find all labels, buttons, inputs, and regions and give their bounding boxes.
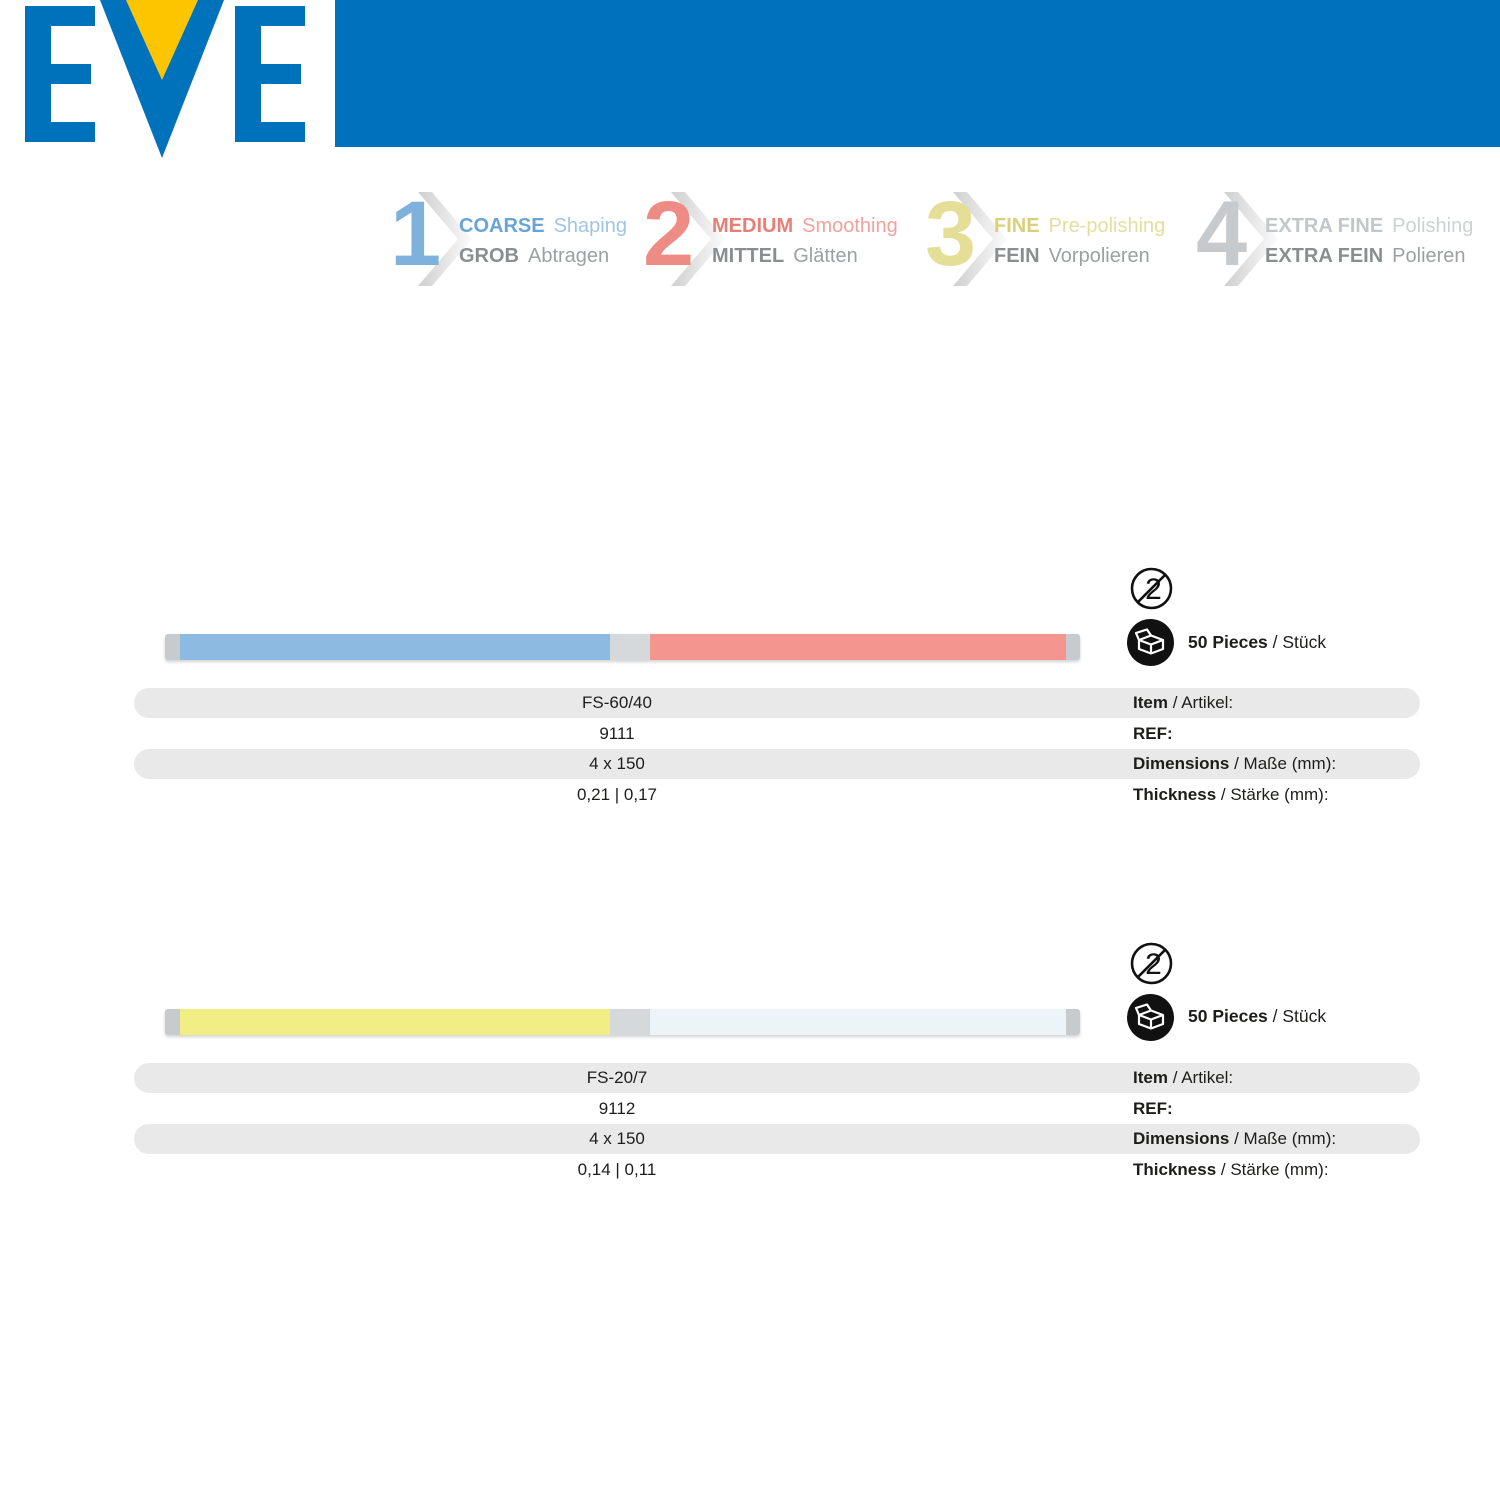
strip-end-cap bbox=[165, 1009, 180, 1035]
spec-label-ref bbox=[1133, 1094, 1173, 1124]
table-row bbox=[134, 780, 1420, 811]
grade-text bbox=[1265, 211, 1473, 271]
grade-text bbox=[712, 211, 898, 271]
spec-label-ref bbox=[1133, 719, 1173, 749]
label-rest: / Stärke (mm): bbox=[1216, 784, 1329, 804]
pieces-count-unit: / Stück bbox=[1267, 632, 1327, 652]
pieces-count-unit: / Stück bbox=[1267, 1006, 1327, 1026]
label-rest: / Maße (mm): bbox=[1229, 1129, 1337, 1148]
spec-value-dimensions: 4 x 150 bbox=[589, 754, 645, 773]
svg-text:2: 2 bbox=[1145, 948, 1162, 981]
grade-desc-en: Pre-polishing bbox=[1048, 215, 1166, 237]
spec-label-item bbox=[1133, 1063, 1233, 1093]
eve-logo bbox=[0, 0, 345, 160]
pieces-count bbox=[1188, 632, 1326, 653]
label-bold: Thickness bbox=[1133, 1159, 1217, 1179]
grade-name-en: EXTRA FINE bbox=[1265, 215, 1384, 237]
spec-value-ref: 9112 bbox=[598, 1098, 636, 1118]
grade-name-en: COARSE bbox=[459, 215, 545, 237]
table-row bbox=[134, 749, 1420, 780]
spec-label-thickness bbox=[1133, 780, 1329, 810]
spec-label-thickness bbox=[1133, 1155, 1329, 1185]
pieces-count bbox=[1188, 1006, 1326, 1027]
table-row bbox=[134, 688, 1420, 719]
grade-text bbox=[994, 211, 1165, 271]
product-strip-fine-extra-fine bbox=[165, 1009, 1080, 1035]
strip-extra-fine-segment bbox=[650, 1009, 1066, 1035]
strip-medium-segment bbox=[650, 634, 1066, 660]
label-bold: Item bbox=[1133, 693, 1168, 712]
table-row bbox=[134, 1063, 1420, 1094]
grade-name-en: FINE bbox=[994, 215, 1040, 237]
spec-label-dimensions bbox=[1133, 1124, 1336, 1154]
product-strip-coarse-medium bbox=[165, 634, 1080, 660]
strip-end-cap bbox=[1066, 634, 1080, 660]
grade-desc-de: Vorpolieren bbox=[1048, 245, 1150, 267]
spec-value-item: FS-20/7 bbox=[586, 1068, 648, 1087]
label-rest: / Maße (mm): bbox=[1229, 754, 1337, 773]
label-bold: Thickness bbox=[1133, 784, 1217, 804]
table-row bbox=[134, 719, 1420, 750]
grade-name-de: FEIN bbox=[994, 245, 1040, 267]
logo-letter-v bbox=[100, 0, 224, 158]
grade-name-en: MEDIUM bbox=[712, 215, 794, 237]
label-bold: Item bbox=[1133, 1068, 1168, 1087]
grade-number: 3 bbox=[925, 183, 975, 285]
logo-letter-e1 bbox=[25, 6, 95, 142]
package-contents-icon bbox=[1127, 994, 1174, 1041]
do-not-reuse-icon bbox=[1129, 941, 1174, 986]
spec-value-thickness: 0,14 | 0,11 bbox=[577, 1159, 657, 1179]
package-contents-icon bbox=[1127, 619, 1174, 666]
do-not-reuse-icon bbox=[1129, 566, 1174, 611]
grade-desc-de: Glätten bbox=[793, 245, 858, 267]
grade-desc-en: Polishing bbox=[1392, 215, 1474, 237]
table-row bbox=[134, 1094, 1420, 1125]
svg-text:2: 2 bbox=[1145, 573, 1162, 606]
grade-name-de: EXTRA FEIN bbox=[1265, 245, 1384, 267]
label-bold: Dimensions bbox=[1133, 754, 1230, 773]
grade-number: 4 bbox=[1196, 183, 1246, 285]
strip-coarse-segment bbox=[180, 634, 610, 660]
spec-label-dimensions bbox=[1133, 749, 1336, 779]
strip-end-cap bbox=[1066, 1009, 1080, 1035]
brand-header-bar bbox=[335, 0, 1500, 147]
table-row bbox=[134, 1124, 1420, 1155]
spec-value-thickness: 0,21 | 0,17 bbox=[576, 784, 658, 804]
label-rest: / Artikel: bbox=[1167, 693, 1234, 712]
spec-table bbox=[134, 1063, 1420, 1185]
strip-end-cap bbox=[165, 634, 180, 660]
label-bold: REF: bbox=[1133, 1098, 1173, 1118]
spec-label-item bbox=[1133, 688, 1233, 718]
spec-table bbox=[134, 688, 1420, 810]
label-bold: REF: bbox=[1133, 723, 1173, 743]
pieces-count-value: 50 Pieces bbox=[1188, 1006, 1268, 1026]
strip-grip-segment bbox=[610, 1009, 650, 1035]
label-rest: / Stärke (mm): bbox=[1216, 1159, 1329, 1179]
strip-fine-segment bbox=[180, 1009, 610, 1035]
grade-number: 2 bbox=[643, 183, 693, 285]
grade-name-de: MITTEL bbox=[712, 245, 785, 267]
grade-desc-de: Polieren bbox=[1392, 245, 1466, 267]
grade-desc-en: Smoothing bbox=[802, 215, 898, 237]
grade-text bbox=[459, 211, 627, 271]
grade-number: 1 bbox=[390, 183, 440, 285]
label-rest: / Artikel: bbox=[1167, 1068, 1234, 1087]
pieces-count-value: 50 Pieces bbox=[1188, 632, 1268, 652]
label-bold: Dimensions bbox=[1133, 1129, 1230, 1148]
grade-desc-de: Abtragen bbox=[528, 245, 610, 267]
spec-value-item: FS-60/40 bbox=[582, 693, 652, 712]
strip-grip-segment bbox=[610, 634, 650, 660]
grade-desc-en: Shaping bbox=[553, 215, 627, 237]
spec-value-ref: 9111 bbox=[599, 723, 635, 743]
table-row bbox=[134, 1155, 1420, 1186]
grade-name-de: GROB bbox=[459, 245, 519, 267]
logo-letter-e2 bbox=[235, 6, 305, 142]
spec-value-dimensions: 4 x 150 bbox=[589, 1129, 645, 1148]
